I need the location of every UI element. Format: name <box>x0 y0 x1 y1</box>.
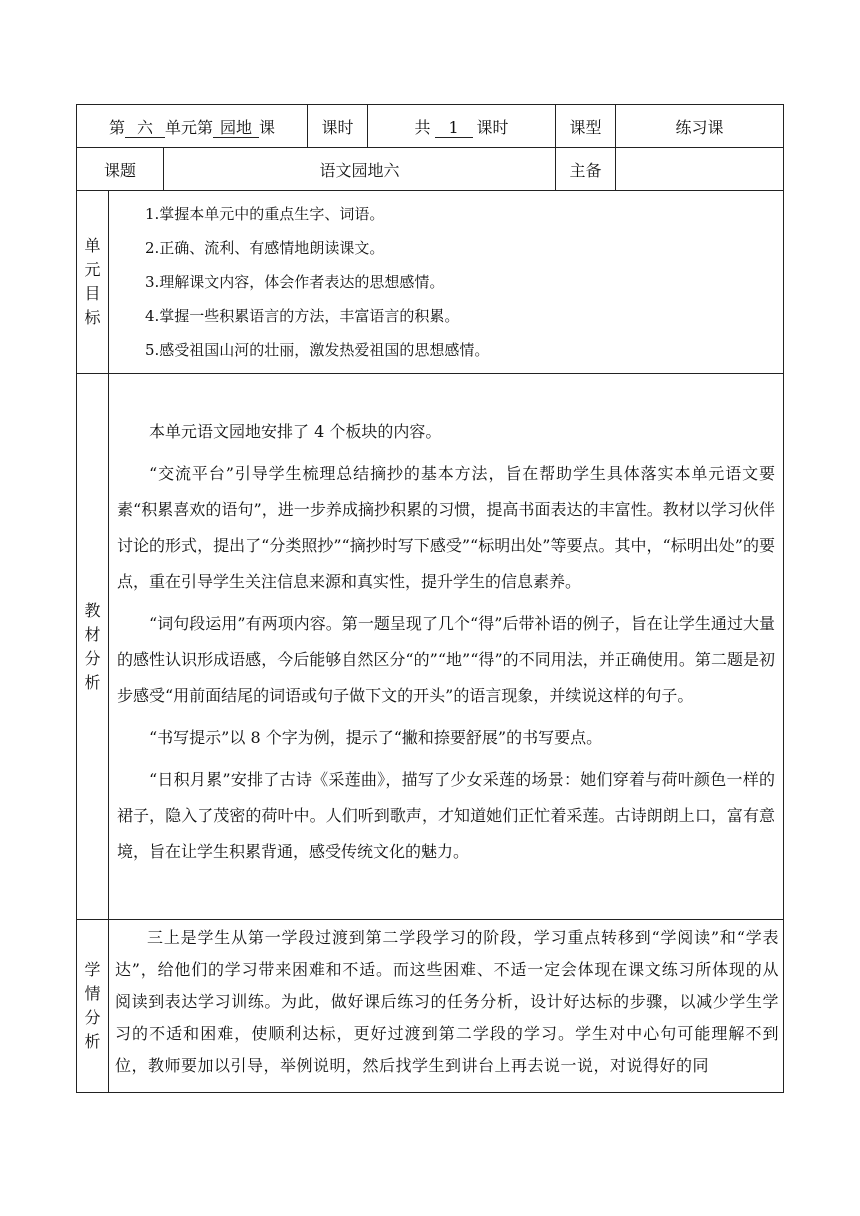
analysis-content <box>109 374 784 920</box>
goals-label-char: 标 <box>84 308 101 327</box>
goals-row <box>77 191 784 374</box>
goals-label-char: 目 <box>84 284 101 303</box>
goals-label-char: 单 <box>84 236 101 255</box>
analysis-paragraph: “书写提示”以 8 个字为例，提示了“撇和捺要舒展”的书写要点。 <box>149 727 603 747</box>
goals-label-char: 元 <box>84 260 101 279</box>
student-label-char: 学 <box>84 960 101 979</box>
analysis-paragraph: 本单元语文园地安排了 4 个板块的内容。 <box>149 421 442 441</box>
header-row <box>77 105 784 148</box>
lesson-plan-table <box>76 104 784 1093</box>
analysis-label-char: 分 <box>84 648 101 668</box>
student-label-char: 情 <box>84 984 101 1003</box>
unit-prefix: 第 <box>108 117 125 137</box>
preparer-value <box>616 148 784 191</box>
goal-item: 4.掌握一些积累语言的方法，丰富语言的积累。 <box>145 307 460 325</box>
topic-value: 语文园地六 <box>164 148 556 191</box>
student-paragraph: 三上是学生从第一学段过渡到第二学段学习的阶段，学习重点转移到“学阅读”和“学表达”，给他们的学习带来困难和不适。而这些困难、不适一定会体现在课文练习所体现的从阅读到表达学习训练。为此，做好课后练习的任务分析，设计好达标的步骤，以减少学生学习的不适和困难，使顺利达标，更好过渡到第二学段的学习。学生对中心句可能理解不到位，教师要加以引导，举例说明，然后找学生到讲台上再去说一说，对说得好的同 <box>115 928 780 1075</box>
unit-number: 六 <box>125 119 165 138</box>
total-prefix: 共 <box>414 117 431 137</box>
goal-item: 5.感受祖国山河的壮丽，激发热爱祖国的思想感情。 <box>145 341 490 359</box>
unit-mid: 单元第 <box>165 117 214 137</box>
lesson-suffix: 课 <box>259 117 276 137</box>
topic-label: 课题 <box>77 148 164 191</box>
type-value: 练习课 <box>616 105 784 148</box>
analysis-paragraph: “交流平台”引导学生梳理总结摘抄的基本方法，旨在帮助学生具体落实本单元语文要素“积累喜欢的语句”，进一步养成摘抄积累的习惯，提高书面表达的丰富性。教材以学习伙伴讨论的形式，提出了“分类照抄”“摘抄时写下感受”“标明出处”等要点。其中，“标明出处”的要点，重在引导学生关注信息来源和真实性，提升学生的信息素养。 <box>117 463 776 591</box>
preparer-label: 主备 <box>556 148 616 191</box>
goals-label <box>77 191 109 374</box>
student-label <box>77 920 109 1093</box>
student-label-char: 分 <box>84 1008 101 1027</box>
goal-item: 3.理解课文内容，体会作者表达的思想感情。 <box>145 273 445 291</box>
analysis-label-char: 析 <box>84 672 101 692</box>
analysis-paragraph: “词句段运用”有两项内容。第一题呈现了几个“得”后带补语的例子，旨在让学生通过大量的感性认识形成语感，今后能够自然区分“的”“地”“得”的不同用法，并正确使用。第二题是初步感受“用前面结尾的词语或句子做下文的开头”的语言现象，并续说这样的句子。 <box>117 613 776 705</box>
analysis-label-char: 教 <box>84 600 101 620</box>
analysis-paragraph: “日积月累”安排了古诗《采莲曲》，描写了少女采莲的场景：她们穿着与荷叶颜色一样的裙子，隐入了茂密的荷叶中。人们听到歌声，才知道她们正忙着采莲。古诗朗朗上口，富有意境，旨在让学生积累背通，感受传统文化的魅力。 <box>117 769 776 861</box>
student-content <box>109 920 784 1093</box>
type-label: 课型 <box>556 105 616 148</box>
student-row <box>77 920 784 1093</box>
total-periods-cell <box>368 105 556 148</box>
goal-item: 2.正确、流利、有感情地朗读课文。 <box>145 239 385 257</box>
student-label-char: 析 <box>84 1032 101 1051</box>
goal-item: 1.掌握本单元中的重点生字、词语。 <box>145 205 385 223</box>
total-count: 1 <box>435 119 473 138</box>
period-label: 课时 <box>308 105 368 148</box>
topic-row <box>77 148 784 191</box>
goals-content <box>109 191 784 374</box>
total-suffix: 课时 <box>476 117 509 137</box>
analysis-row <box>77 374 784 920</box>
analysis-label <box>77 374 109 920</box>
unit-lesson-cell <box>77 105 308 148</box>
analysis-label-char: 材 <box>84 624 101 644</box>
lesson-name: 园地 <box>213 119 259 138</box>
